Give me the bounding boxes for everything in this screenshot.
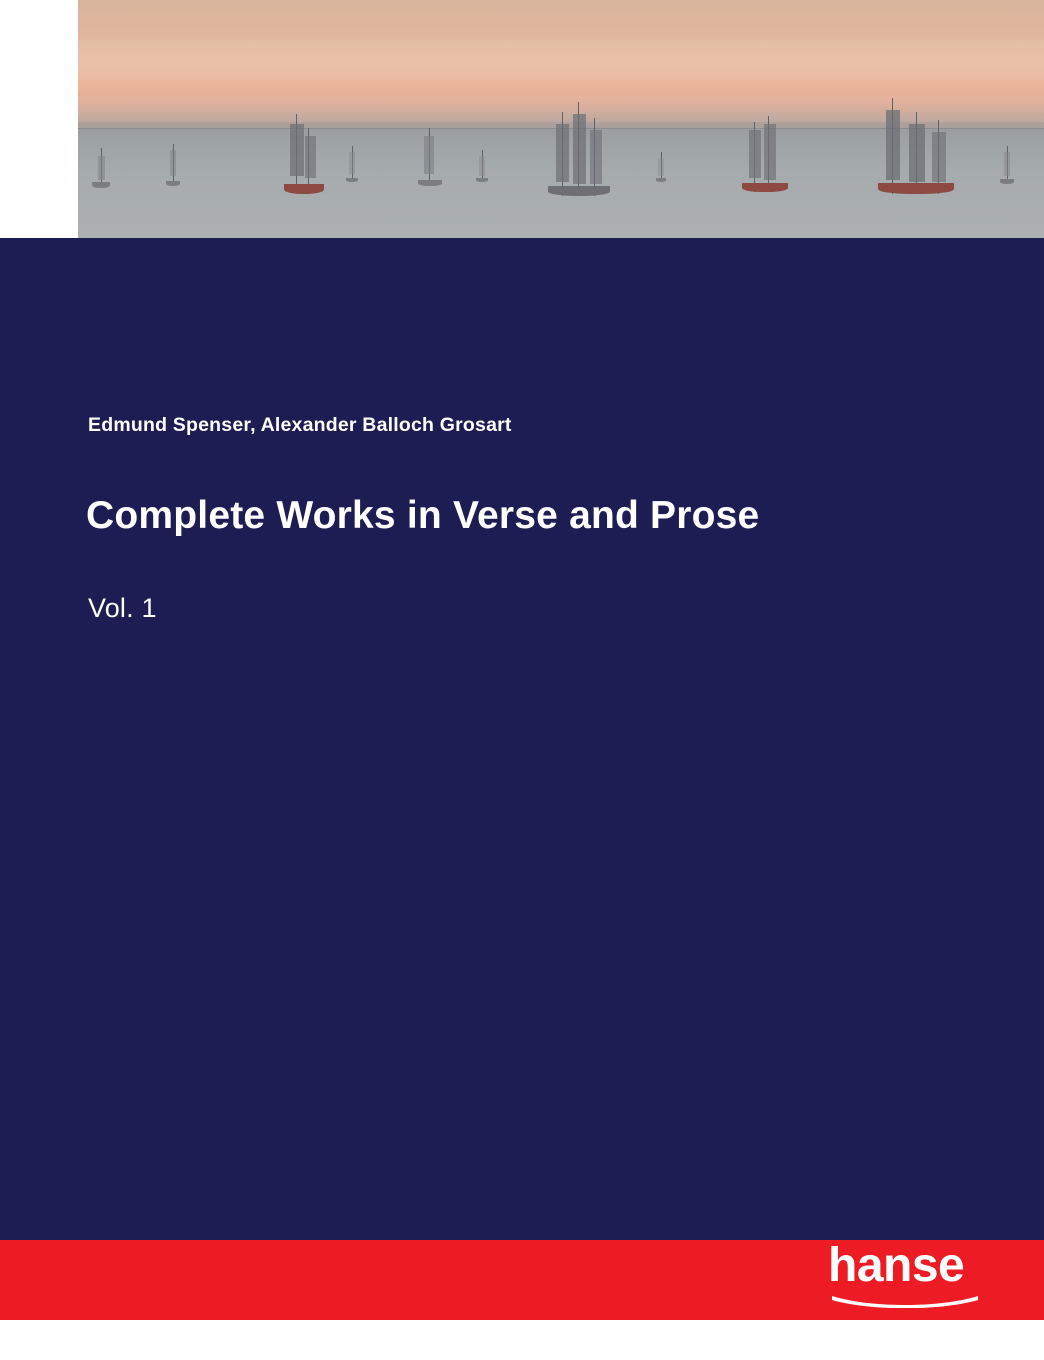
- ship-silhouette: [418, 126, 442, 186]
- ship-silhouette: [656, 150, 666, 182]
- ship-silhouette: [476, 148, 488, 182]
- cover-body-panel: [0, 238, 1044, 1240]
- ship-silhouette: [548, 100, 610, 196]
- ship-silhouette: [1000, 144, 1014, 184]
- ship-silhouette: [742, 114, 788, 192]
- publisher-logo: [828, 1238, 998, 1310]
- logo-swoosh-icon: [830, 1294, 980, 1308]
- ship-silhouette: [878, 96, 954, 194]
- volume-label: Vol. 1: [88, 593, 157, 623]
- book-title: Complete Works in Verse and Prose: [86, 494, 760, 537]
- page-bottom-margin: [0, 1320, 1044, 1360]
- author-names: Edmund Spenser, Alexander Balloch Grosart: [88, 414, 512, 436]
- publisher-logo-text: hanse: [828, 1239, 965, 1292]
- ship-silhouette: [92, 144, 110, 188]
- cover-photo: [78, 0, 1044, 238]
- ship-silhouette: [166, 142, 180, 186]
- ship-silhouette: [346, 144, 358, 182]
- sky-haze-band: [78, 40, 1044, 80]
- ship-silhouette: [284, 112, 324, 194]
